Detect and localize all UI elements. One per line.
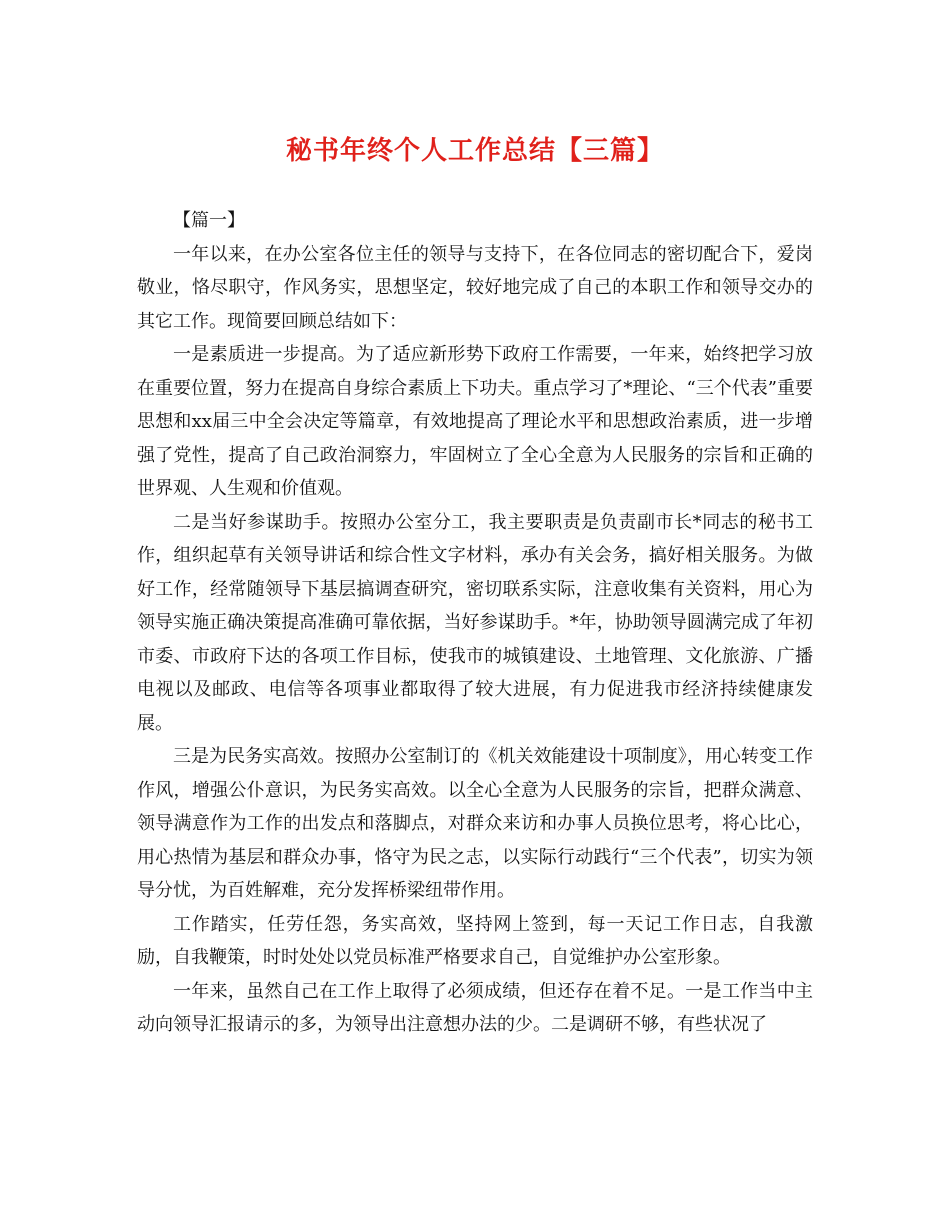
paragraph-shortcomings: 一年来，虽然自己在工作上取得了必须成绩，但还存在着不足。一是工作当中主动向领导汇报请示的多，为领导出注意想办法的少。二是调研不够，有些状况了 xyxy=(137,980,813,1035)
section-label: 【篇一】 xyxy=(173,210,245,231)
paragraph-advisor: 二是当好参谋助手。按照办公室分工，我主要职责是负责副市长*同志的秘书工作，组织起草有关领导讲话和综合性文字材料，承办有关会务，搞好相关服务。为做好工作，经常随领导下基层搞调查研究，密切联系实际，注意收集有关资料，用心为领导实施正确决策提高准确可靠依据，当好参谋助手。*年，协助领导圆满完成了年初市委、市政府下达的各项工作目标，使我市的城镇建设、土地管理、文化旅游、广播电视以及邮政、电信等各项事业都取得了较大进展，有力促进我市经济持续健康发展。 xyxy=(137,511,813,734)
paragraph-intro: 一年以来，在办公室各位主任的领导与支持下，在各位同志的密切配合下，爱岗敬业，恪尽职守，作风务实，思想坚定，较好地完成了自己的本职工作和领导交办的其它工作。现简要回顾总结如下： xyxy=(137,243,813,332)
document-body xyxy=(137,204,813,1042)
paragraph-quality: 一是素质进一步提高。为了适应新形势下政府工作需要，一年来，始终把学习放在重要位置，努力在提高自身综合素质上下功夫。重点学习了*理论、“三个代表”重要思想和xx届三中全会决定等篇章，有效地提高了理论水平和思想政治素质，进一步增强了党性，提高了自己政治洞察力，牢固树立了全心全意为人民服务的宗旨和正确的世界观、人生观和价值观。 xyxy=(137,344,813,499)
paragraph-diligence: 工作踏实，任劳任怨，务实高效，坚持网上签到，每一天记工作日志，自我激励，自我鞭策，时时处处以党员标准严格要求自己，自觉维护办公室形象。 xyxy=(137,913,813,968)
document-title: 秘书年终个人工作总结【三篇】 xyxy=(285,136,664,166)
paragraph-service: 三是为民务实高效。按照办公室制订的《机关效能建设十项制度》，用心转变工作作风，增强公仆意识，为民务实高效。以全心全意为人民服务的宗旨，把群众满意、领导满意作为工作的出发点和落脚点，对群众来访和办事人员换位思考，将心比心，用心热情为基层和群众办事，恪守为民之志，以实际行动践行“三个代表”，切实为领导分忧，为百姓解难，充分发挥桥梁纽带作用。 xyxy=(137,746,813,901)
